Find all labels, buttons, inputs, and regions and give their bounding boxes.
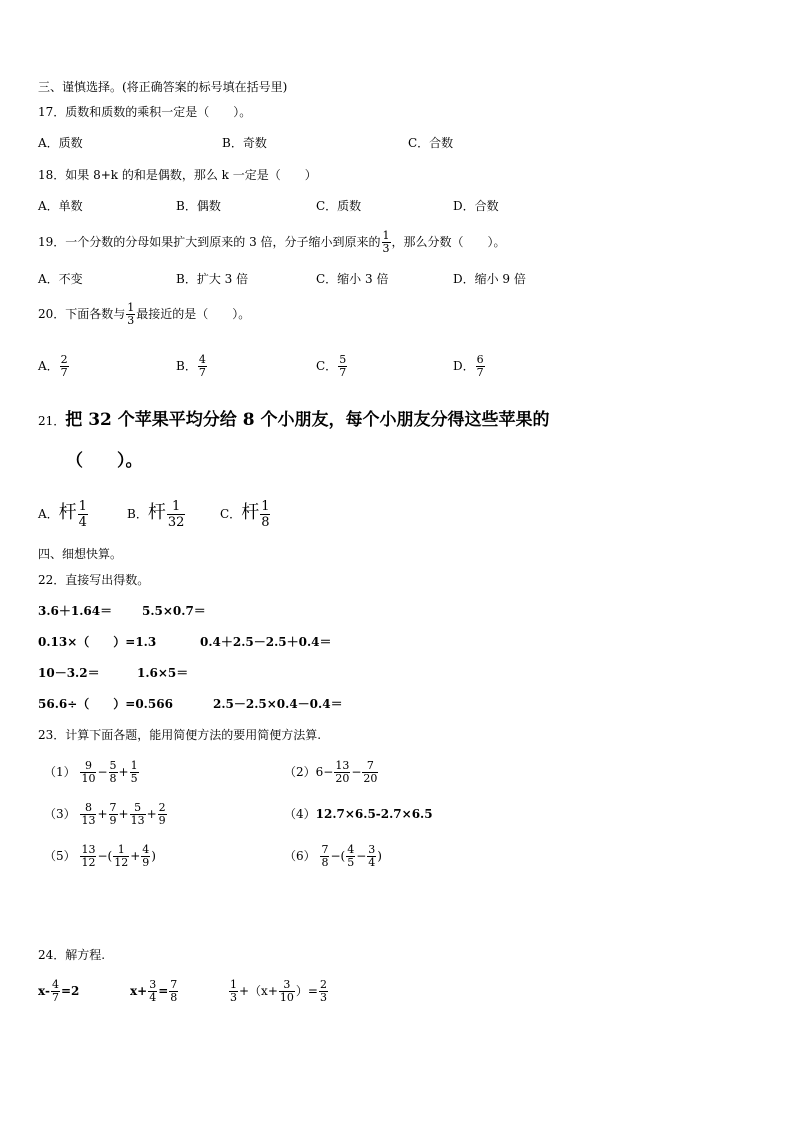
q22-stem: 22．直接写出得数。 <box>38 573 150 587</box>
q18-option-b: B．偶数 <box>176 199 221 213</box>
q17-option-b: B．奇数 <box>222 136 267 150</box>
q20-fraction: $\frac{1}{3}$ <box>127 301 135 327</box>
q21-option-c: C．杆 $\frac{1}{8}$ <box>220 499 270 530</box>
q21-stem: 21．把 32 个苹果平均分给 8 个小朋友，每个小朋友分得这些苹果的 <box>38 410 550 430</box>
q22-item: 5.5×0.7＝ <box>142 604 206 618</box>
q23-item-6: （6） $\frac{7}{8}$ −( $\frac{4}{5}$ − $\frac{3}{4}$ ) <box>284 843 382 869</box>
q22-item: 56.6÷（ ）=0.566 <box>38 697 173 711</box>
q19-option-c: C．缩小 3 倍 <box>316 272 389 286</box>
q22-item: 10－3.2＝ <box>38 666 100 680</box>
q20-option-a: A． $\frac{2}{7}$ <box>38 353 68 379</box>
q24-equation-3: $\frac{1}{3}$ +（x+ $\frac{3}{10}$ ）= $\frac{2}{3}$ <box>230 978 327 1004</box>
q21-option-b: B．杆 $\frac{1}{32}$ <box>127 499 185 530</box>
q22-item: 0.4＋2.5－2.5＋0.4＝ <box>200 635 332 649</box>
section-title: 四、细想快算。 <box>38 547 123 561</box>
q24-equation-1: x- $\frac{4}{7}$ =2 <box>38 978 80 1004</box>
q18-option-c: C．质数 <box>316 199 362 213</box>
q24-equation-2: x+ $\frac{3}{4}$ = $\frac{7}{8}$ <box>130 978 178 1004</box>
q22-item: 0.13×（ ）=1.3 <box>38 635 157 649</box>
q20-option-d: D． $\frac{6}{7}$ <box>453 353 484 379</box>
q19-stem: 19．一个分数的分母如果扩大到原来的 3 倍，分子缩小到原来的 $\frac{1}{3}$ ，那么分数（ ）。 <box>38 229 506 255</box>
q19-option-b: B．扩大 3 倍 <box>176 272 249 286</box>
q23-item-5: （5） $\frac{13}{12}$ −( $\frac{1}{12}$ + $\frac{4}{9}$ ) <box>44 843 156 869</box>
q17-stem: 17．质数和质数的乘积一定是（ ）。 <box>38 105 252 119</box>
q21-blank: （ ）。 <box>66 451 143 471</box>
q23-item-2: （2）6− $\frac{13}{20}$ − $\frac{7}{20}$ <box>284 759 378 785</box>
q18-option-a: A．单数 <box>38 199 83 213</box>
q23-item-3: （3） $\frac{8}{13}$ + $\frac{7}{9}$ + $\frac{5}{13}$ + $\frac{2}{9}$ <box>44 801 166 827</box>
q22-item: 2.5－2.5×0.4－0.4＝ <box>213 697 343 711</box>
q17-option-a: A．质数 <box>38 136 83 150</box>
q22-item: 1.6×5＝ <box>137 666 189 680</box>
q17-option-c: C．合数 <box>408 136 454 150</box>
q23-item-4: （4）12.7×6.5-2.7×6.5 <box>284 807 433 821</box>
q18-stem: 18．如果 8+k 的和是偶数，那么 k 一定是（ ） <box>38 168 317 182</box>
q21-option-a: A．杆 $\frac{1}{4}$ <box>38 499 87 530</box>
q20-option-b: B． $\frac{4}{7}$ <box>176 353 206 379</box>
q19-option-d: D．缩小 9 倍 <box>453 272 526 286</box>
q18-option-d: D．合数 <box>453 199 499 213</box>
q24-stem: 24．解方程. <box>38 948 106 962</box>
q20-option-c: C． $\frac{5}{7}$ <box>316 353 347 379</box>
q19-option-a: A．不变 <box>38 272 83 286</box>
q22-item: 3.6＋1.64＝ <box>38 604 113 618</box>
q20-stem: 20．下面各数与 $\frac{1}{3}$ 最接近的是（ ）。 <box>38 301 251 327</box>
q23-item-1: （1） $\frac{9}{10}$ − $\frac{5}{8}$ + $\frac{1}{5}$ <box>44 759 138 785</box>
q23-stem: 23．计算下面各题，能用简便方法的要用简便方法算. <box>38 728 322 742</box>
section-title: 三、谨慎选择。(将正确答案的标号填在括号里) <box>38 80 288 94</box>
q19-fraction: $\frac{1}{3}$ <box>382 229 390 255</box>
